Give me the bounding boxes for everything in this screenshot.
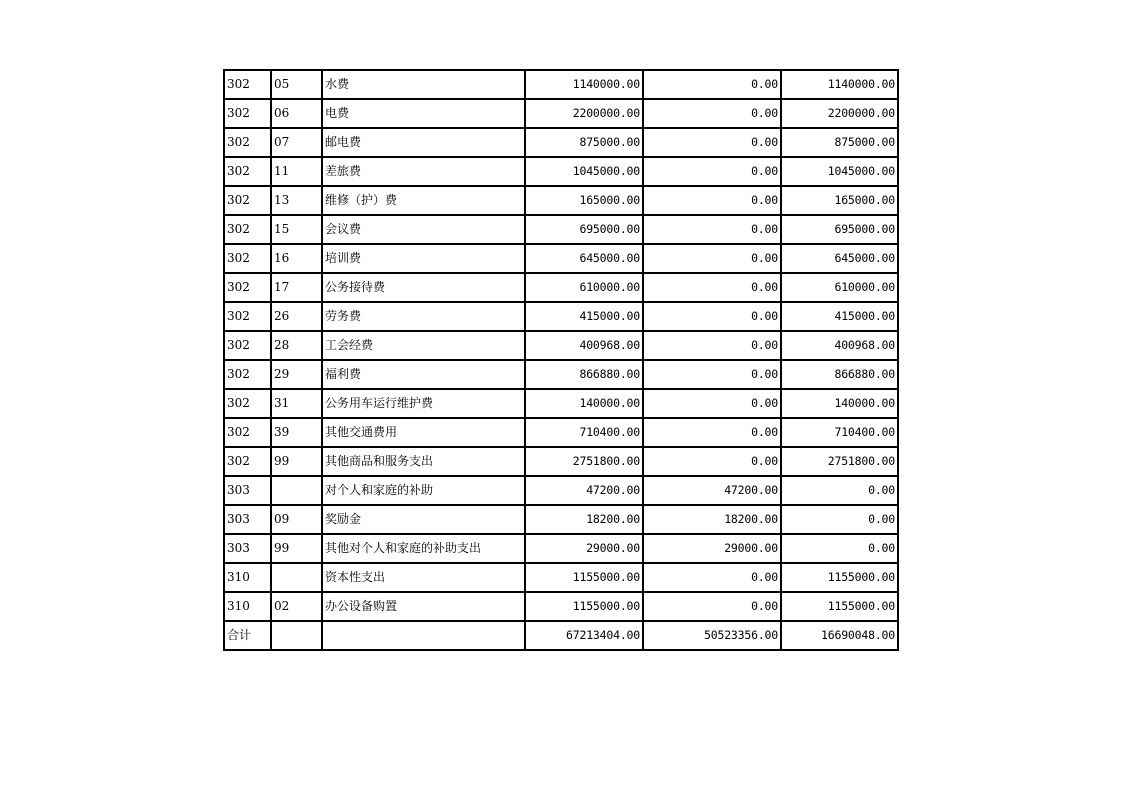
table-body (224, 70, 898, 650)
table-row (224, 302, 898, 331)
basic-expenditure-cell: 0.00 (643, 99, 781, 128)
item-code-cell (271, 476, 322, 505)
project-expenditure-cell: 2751800.00 (781, 447, 898, 476)
table-row (224, 563, 898, 592)
total-amount-cell: 645000.00 (525, 244, 643, 273)
item-name-cell: 会议费 (322, 215, 525, 244)
table-row (224, 128, 898, 157)
project-expenditure-cell: 2200000.00 (781, 99, 898, 128)
class-code-cell: 302 (224, 215, 271, 244)
table-row (224, 157, 898, 186)
basic-expenditure-cell: 0.00 (643, 302, 781, 331)
class-code-cell: 302 (224, 447, 271, 476)
project-expenditure-cell: 1155000.00 (781, 563, 898, 592)
basic-expenditure-cell: 0.00 (643, 244, 781, 273)
item-code-cell: 09 (271, 505, 322, 534)
project-expenditure-cell: 610000.00 (781, 273, 898, 302)
table-row (224, 99, 898, 128)
total-amount-cell: 2751800.00 (525, 447, 643, 476)
class-code-cell: 302 (224, 302, 271, 331)
project-expenditure-cell: 1140000.00 (781, 70, 898, 99)
item-code-cell: 99 (271, 447, 322, 476)
item-name-cell: 办公设备购置 (322, 592, 525, 621)
total-amount-cell: 710400.00 (525, 418, 643, 447)
table-row (224, 360, 898, 389)
total-amount-cell: 695000.00 (525, 215, 643, 244)
item-name-cell: 差旅费 (322, 157, 525, 186)
class-code-cell: 302 (224, 186, 271, 215)
basic-expenditure-cell: 0.00 (643, 360, 781, 389)
class-code-cell: 302 (224, 157, 271, 186)
item-code-cell (271, 563, 322, 592)
class-code-cell: 302 (224, 273, 271, 302)
basic-expenditure-cell: 0.00 (643, 418, 781, 447)
project-expenditure-cell: 400968.00 (781, 331, 898, 360)
class-code-cell: 310 (224, 563, 271, 592)
class-code-cell: 302 (224, 331, 271, 360)
item-name-cell: 公务用车运行维护费 (322, 389, 525, 418)
table-row (224, 186, 898, 215)
total-amount-cell: 875000.00 (525, 128, 643, 157)
item-name-cell: 奖励金 (322, 505, 525, 534)
item-name-cell: 其他交通费用 (322, 418, 525, 447)
item-code-cell: 16 (271, 244, 322, 273)
table-row (224, 418, 898, 447)
project-expenditure-cell: 1045000.00 (781, 157, 898, 186)
total-amount-cell: 165000.00 (525, 186, 643, 215)
basic-expenditure-cell: 0.00 (643, 563, 781, 592)
item-name-cell: 公务接待费 (322, 273, 525, 302)
class-code-cell: 303 (224, 476, 271, 505)
total-label-cell: 合计 (224, 621, 271, 650)
item-code-cell: 11 (271, 157, 322, 186)
total-amount-cell: 47200.00 (525, 476, 643, 505)
basic-expenditure-cell: 0.00 (643, 273, 781, 302)
item-code-cell: 26 (271, 302, 322, 331)
basic-expenditure-cell: 0.00 (643, 447, 781, 476)
item-code-cell: 15 (271, 215, 322, 244)
total-amount-cell: 866880.00 (525, 360, 643, 389)
total-amount-cell: 29000.00 (525, 534, 643, 563)
project-expenditure-cell: 1155000.00 (781, 592, 898, 621)
class-code-cell: 303 (224, 534, 271, 563)
total-amount-cell: 1155000.00 (525, 592, 643, 621)
total-row (224, 621, 898, 650)
project-expenditure-cell: 866880.00 (781, 360, 898, 389)
total-amount-cell: 1140000.00 (525, 70, 643, 99)
item-name-cell: 其他对个人和家庭的补助支出 (322, 534, 525, 563)
basic-expenditure-cell: 0.00 (643, 389, 781, 418)
item-name-cell: 培训费 (322, 244, 525, 273)
item-name-cell (322, 621, 525, 650)
grand-total-project-cell: 16690048.00 (781, 621, 898, 650)
item-code-cell (271, 621, 322, 650)
table-row (224, 389, 898, 418)
basic-expenditure-cell: 0.00 (643, 186, 781, 215)
total-amount-cell: 2200000.00 (525, 99, 643, 128)
table-row (224, 505, 898, 534)
item-name-cell: 对个人和家庭的补助 (322, 476, 525, 505)
item-name-cell: 工会经费 (322, 331, 525, 360)
item-name-cell: 福利费 (322, 360, 525, 389)
grand-total-amount-cell: 67213404.00 (525, 621, 643, 650)
total-amount-cell: 415000.00 (525, 302, 643, 331)
table-row (224, 476, 898, 505)
table-row (224, 592, 898, 621)
table-row (224, 273, 898, 302)
class-code-cell: 302 (224, 99, 271, 128)
grand-total-basic-cell: 50523356.00 (643, 621, 781, 650)
item-code-cell: 02 (271, 592, 322, 621)
item-code-cell: 99 (271, 534, 322, 563)
class-code-cell: 302 (224, 389, 271, 418)
class-code-cell: 303 (224, 505, 271, 534)
total-amount-cell: 1155000.00 (525, 563, 643, 592)
item-code-cell: 06 (271, 99, 322, 128)
basic-expenditure-cell: 0.00 (643, 331, 781, 360)
total-amount-cell: 18200.00 (525, 505, 643, 534)
item-code-cell: 07 (271, 128, 322, 157)
project-expenditure-cell: 645000.00 (781, 244, 898, 273)
basic-expenditure-cell: 0.00 (643, 592, 781, 621)
expenditure-table (223, 69, 899, 651)
project-expenditure-cell: 695000.00 (781, 215, 898, 244)
class-code-cell: 302 (224, 70, 271, 99)
project-expenditure-cell: 415000.00 (781, 302, 898, 331)
item-name-cell: 水费 (322, 70, 525, 99)
project-expenditure-cell: 0.00 (781, 534, 898, 563)
class-code-cell: 302 (224, 128, 271, 157)
item-name-cell: 邮电费 (322, 128, 525, 157)
item-name-cell: 电费 (322, 99, 525, 128)
class-code-cell: 302 (224, 418, 271, 447)
total-amount-cell: 610000.00 (525, 273, 643, 302)
project-expenditure-cell: 0.00 (781, 476, 898, 505)
total-amount-cell: 400968.00 (525, 331, 643, 360)
item-code-cell: 39 (271, 418, 322, 447)
project-expenditure-cell: 165000.00 (781, 186, 898, 215)
project-expenditure-cell: 710400.00 (781, 418, 898, 447)
basic-expenditure-cell: 0.00 (643, 215, 781, 244)
table-row (224, 215, 898, 244)
project-expenditure-cell: 875000.00 (781, 128, 898, 157)
basic-expenditure-cell: 18200.00 (643, 505, 781, 534)
basic-expenditure-cell: 29000.00 (643, 534, 781, 563)
basic-expenditure-cell: 0.00 (643, 70, 781, 99)
item-name-cell: 其他商品和服务支出 (322, 447, 525, 476)
class-code-cell: 302 (224, 244, 271, 273)
item-code-cell: 05 (271, 70, 322, 99)
table-row (224, 244, 898, 273)
item-code-cell: 31 (271, 389, 322, 418)
table-row (224, 447, 898, 476)
item-code-cell: 17 (271, 273, 322, 302)
item-name-cell: 劳务费 (322, 302, 525, 331)
project-expenditure-cell: 140000.00 (781, 389, 898, 418)
basic-expenditure-cell: 0.00 (643, 157, 781, 186)
basic-expenditure-cell: 47200.00 (643, 476, 781, 505)
total-amount-cell: 1045000.00 (525, 157, 643, 186)
table-row (224, 331, 898, 360)
class-code-cell: 310 (224, 592, 271, 621)
item-code-cell: 28 (271, 331, 322, 360)
project-expenditure-cell: 0.00 (781, 505, 898, 534)
table-row (224, 534, 898, 563)
class-code-cell: 302 (224, 360, 271, 389)
table-row (224, 70, 898, 99)
item-code-cell: 13 (271, 186, 322, 215)
item-code-cell: 29 (271, 360, 322, 389)
item-name-cell: 维修（护）费 (322, 186, 525, 215)
basic-expenditure-cell: 0.00 (643, 128, 781, 157)
item-name-cell: 资本性支出 (322, 563, 525, 592)
total-amount-cell: 140000.00 (525, 389, 643, 418)
